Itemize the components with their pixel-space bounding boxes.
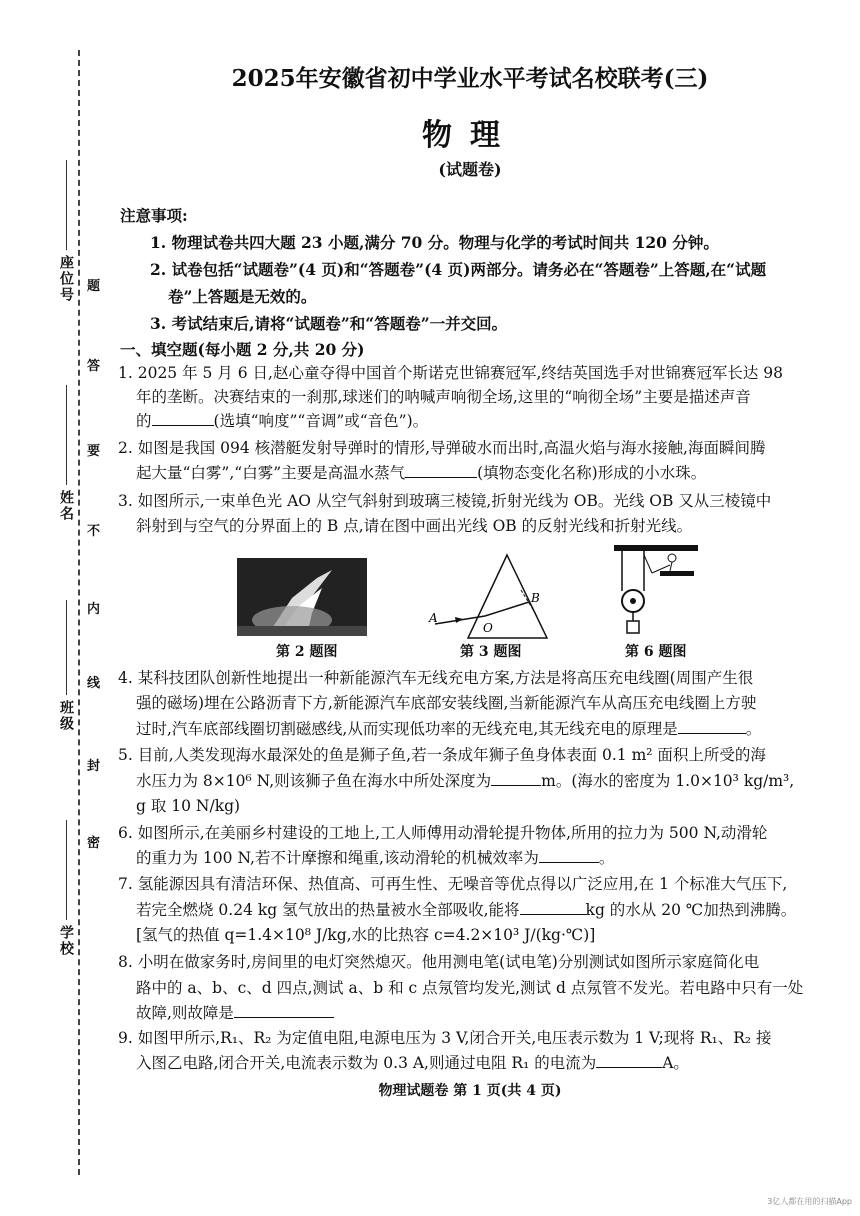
- binding-dashed-line: [78, 50, 80, 1175]
- question-text: (填物态变化名称)形成的小水珠。: [477, 464, 707, 482]
- question-text: 故障,则故障是: [136, 1004, 234, 1022]
- note-item: 2. 试卷包括“试题卷”(4 页)和“答题卷”(4 页)两部分。请务必在“答题卷”上答题,在“试题: [150, 260, 767, 279]
- notes-heading: 注意事项:: [120, 206, 188, 225]
- name-line: [66, 385, 67, 485]
- question-8-answer-line: [136, 1000, 836, 1027]
- answer-blank[interactable]: [234, 1002, 334, 1018]
- question-text: 。: [598, 849, 615, 867]
- question-text: (选填“响度”“音调”或“音色”)。: [213, 412, 429, 430]
- question-9-answer-line: [136, 1050, 836, 1077]
- question-line: 4. 某科技团队创新性地提出一种新能源汽车无线充电方案,方法是将高压充电线圈(周围产生很: [118, 669, 754, 687]
- seal-char: 要: [87, 444, 101, 459]
- exam-title: 2025年安徽省初中学业水平考试名校联考(三): [231, 65, 709, 92]
- question-line: [氢气的热值 q=1.4×10⁸ J/kg,水的比热容 c=4.2×10³ J/(kg·℃)]: [136, 926, 596, 944]
- scanner-watermark: 3亿人都在用的扫描App: [767, 1197, 852, 1206]
- answer-blank[interactable]: [520, 899, 586, 915]
- question-text: 过时,汽车底部线圈切割磁感线,从而实现低功率的无线充电,其无线充电的原理是: [136, 720, 678, 738]
- paper-type: (试题卷): [438, 160, 502, 179]
- answer-blank[interactable]: [152, 410, 214, 426]
- section-heading: 一、填空题(每小题 2 分,共 20 分): [120, 340, 365, 359]
- seal-char: 内: [87, 602, 101, 617]
- question-text: 入图乙电路,闭合开关,电流表示数为 0.3 A,则通过电阻 R₁ 的电流为: [136, 1054, 597, 1072]
- question-line: 斜射到与空气的分界面上的 B 点,请在图中画出光线 OB 的反射光线和折射光线。: [136, 517, 693, 535]
- missile-launch-photo: [237, 558, 367, 636]
- question-line: 路中的 a、b、c、d 四点,测试 a、b 和 c 点氖管均发光,测试 d 点氖管不发光。若电路中只有一处: [136, 979, 804, 997]
- answer-blank[interactable]: [539, 847, 599, 863]
- figure-6-caption: 第 6 题图: [625, 644, 687, 660]
- answer-blank[interactable]: [405, 462, 477, 478]
- question-text: 。: [745, 720, 762, 738]
- question-line: 强的磁场)埋在公路沥青下方,新能源汽车底部安装线圈,当新能源汽车从高压充电线圈上方驶: [136, 694, 757, 712]
- seat-number-label: 座位号: [58, 255, 74, 303]
- question-line: 7. 氢能源因具有清洁环保、热值高、可再生性、无噪音等优点得以广泛应用,在 1 个标准大气压下,: [118, 875, 788, 893]
- question-line: g 取 10 N/kg): [136, 797, 241, 815]
- seal-char: 不: [87, 524, 101, 539]
- question-2-answer-line: [136, 460, 836, 487]
- page-footer: 物理试题卷 第 1 页(共 4 页): [378, 1083, 562, 1099]
- question-line: 年的垄断。决赛结束的一刹那,球迷们的呐喊声响彻全场,这里的“响彻全场”主要是描述声音: [136, 388, 751, 406]
- question-line: 1. 2025 年 5 月 6 日,赵心童夺得中国首个斯诺克世锦赛冠军,终结英国选手对世锦赛冠军长达 98: [118, 364, 784, 382]
- question-text: kg 的水从 20 ℃加热到沸腾。: [585, 901, 797, 919]
- question-text: 若完全燃烧 0.24 kg 氢气放出的热量被水全部吸收,能将: [136, 901, 520, 919]
- question-text: 的重力为 100 N,若不计摩擦和绳重,该动滑轮的机械效率为: [136, 849, 539, 867]
- seal-char: 封: [87, 759, 101, 774]
- figure-6-pulley-diagram: [612, 543, 700, 639]
- subject-title: 物理: [422, 118, 518, 153]
- note-item: 3. 考试结束后,请将“试题卷”和“答题卷”一并交回。: [150, 314, 508, 333]
- question-line: 8. 小明在做家务时,房间里的电灯突然熄灭。他用测电笔(试电笔)分别测试如图所示家庭简化电: [118, 953, 760, 971]
- fig3-label-o: O: [483, 621, 493, 635]
- note-item: 卷”上答题是无效的。: [168, 287, 317, 306]
- figure-3-prism-diagram: [425, 550, 555, 645]
- fig3-label-b: B: [531, 591, 540, 605]
- seal-char: 题: [87, 279, 101, 294]
- seat-number-line: [66, 160, 67, 250]
- answer-blank[interactable]: [678, 718, 746, 734]
- question-line: 6. 如图所示,在美丽乡村建设的工地上,工人师傅用动滑轮提升物体,所用的拉力为 500 N,动滑轮: [118, 824, 768, 842]
- question-line: 9. 如图甲所示,R₁、R₂ 为定值电阻,电源电压为 3 V,闭合开关,电压表示数为 1 V;现将 R₁、R₂ 接: [118, 1029, 772, 1047]
- answer-blank[interactable]: [596, 1052, 662, 1068]
- question-text: 起大量“白雾”,“白雾”主要是高温水蒸气: [136, 464, 406, 482]
- question-1-answer-line: [136, 408, 836, 435]
- question-text: 水压力为 8×10⁶ N,则该狮子鱼在海水中所处深度为: [136, 772, 492, 790]
- seal-char: 答: [87, 359, 101, 374]
- figure-2-photo: [237, 558, 367, 636]
- class-label: 班级: [58, 700, 74, 732]
- figure-3-caption: 第 3 题图: [460, 644, 522, 660]
- fig3-label-a: A: [429, 611, 438, 625]
- question-line: 2. 如图是我国 094 核潜艇发射导弹时的情形,导弹破水而出时,高温火焰与海水接触,海面瞬间腾: [118, 439, 766, 457]
- note-item: 1. 物理试卷共四大题 23 小题,满分 70 分。物理与化学的考试时间共 120 分钟。: [150, 233, 719, 252]
- name-label: 姓名: [58, 490, 74, 522]
- question-5-answer-line: [136, 768, 836, 795]
- class-line: [66, 600, 67, 695]
- answer-blank[interactable]: [491, 770, 541, 786]
- seal-char: 密: [87, 836, 101, 851]
- question-text: 的: [136, 412, 152, 430]
- school-line: [66, 820, 67, 920]
- question-text: A。: [662, 1054, 689, 1072]
- seal-char: 线: [87, 676, 101, 691]
- question-4-answer-line: [136, 716, 836, 743]
- question-line: 3. 如图所示,一束单色光 AO 从空气斜射到玻璃三棱镜,折射光线为 OB。光线 OB 又从三棱镜中: [118, 492, 772, 510]
- question-line: 5. 目前,人类发现海水最深处的鱼是狮子鱼,若一条成年狮子鱼身体表面 0.1 m² 面积上所受的海: [118, 746, 766, 764]
- school-label: 学校: [58, 925, 74, 957]
- question-text: m。(海水的密度为 1.0×10³ kg/m³,: [541, 772, 795, 790]
- question-6-answer-line: [136, 845, 836, 872]
- question-7-answer-line: [136, 897, 836, 924]
- figure-2-caption: 第 2 题图: [276, 644, 338, 660]
